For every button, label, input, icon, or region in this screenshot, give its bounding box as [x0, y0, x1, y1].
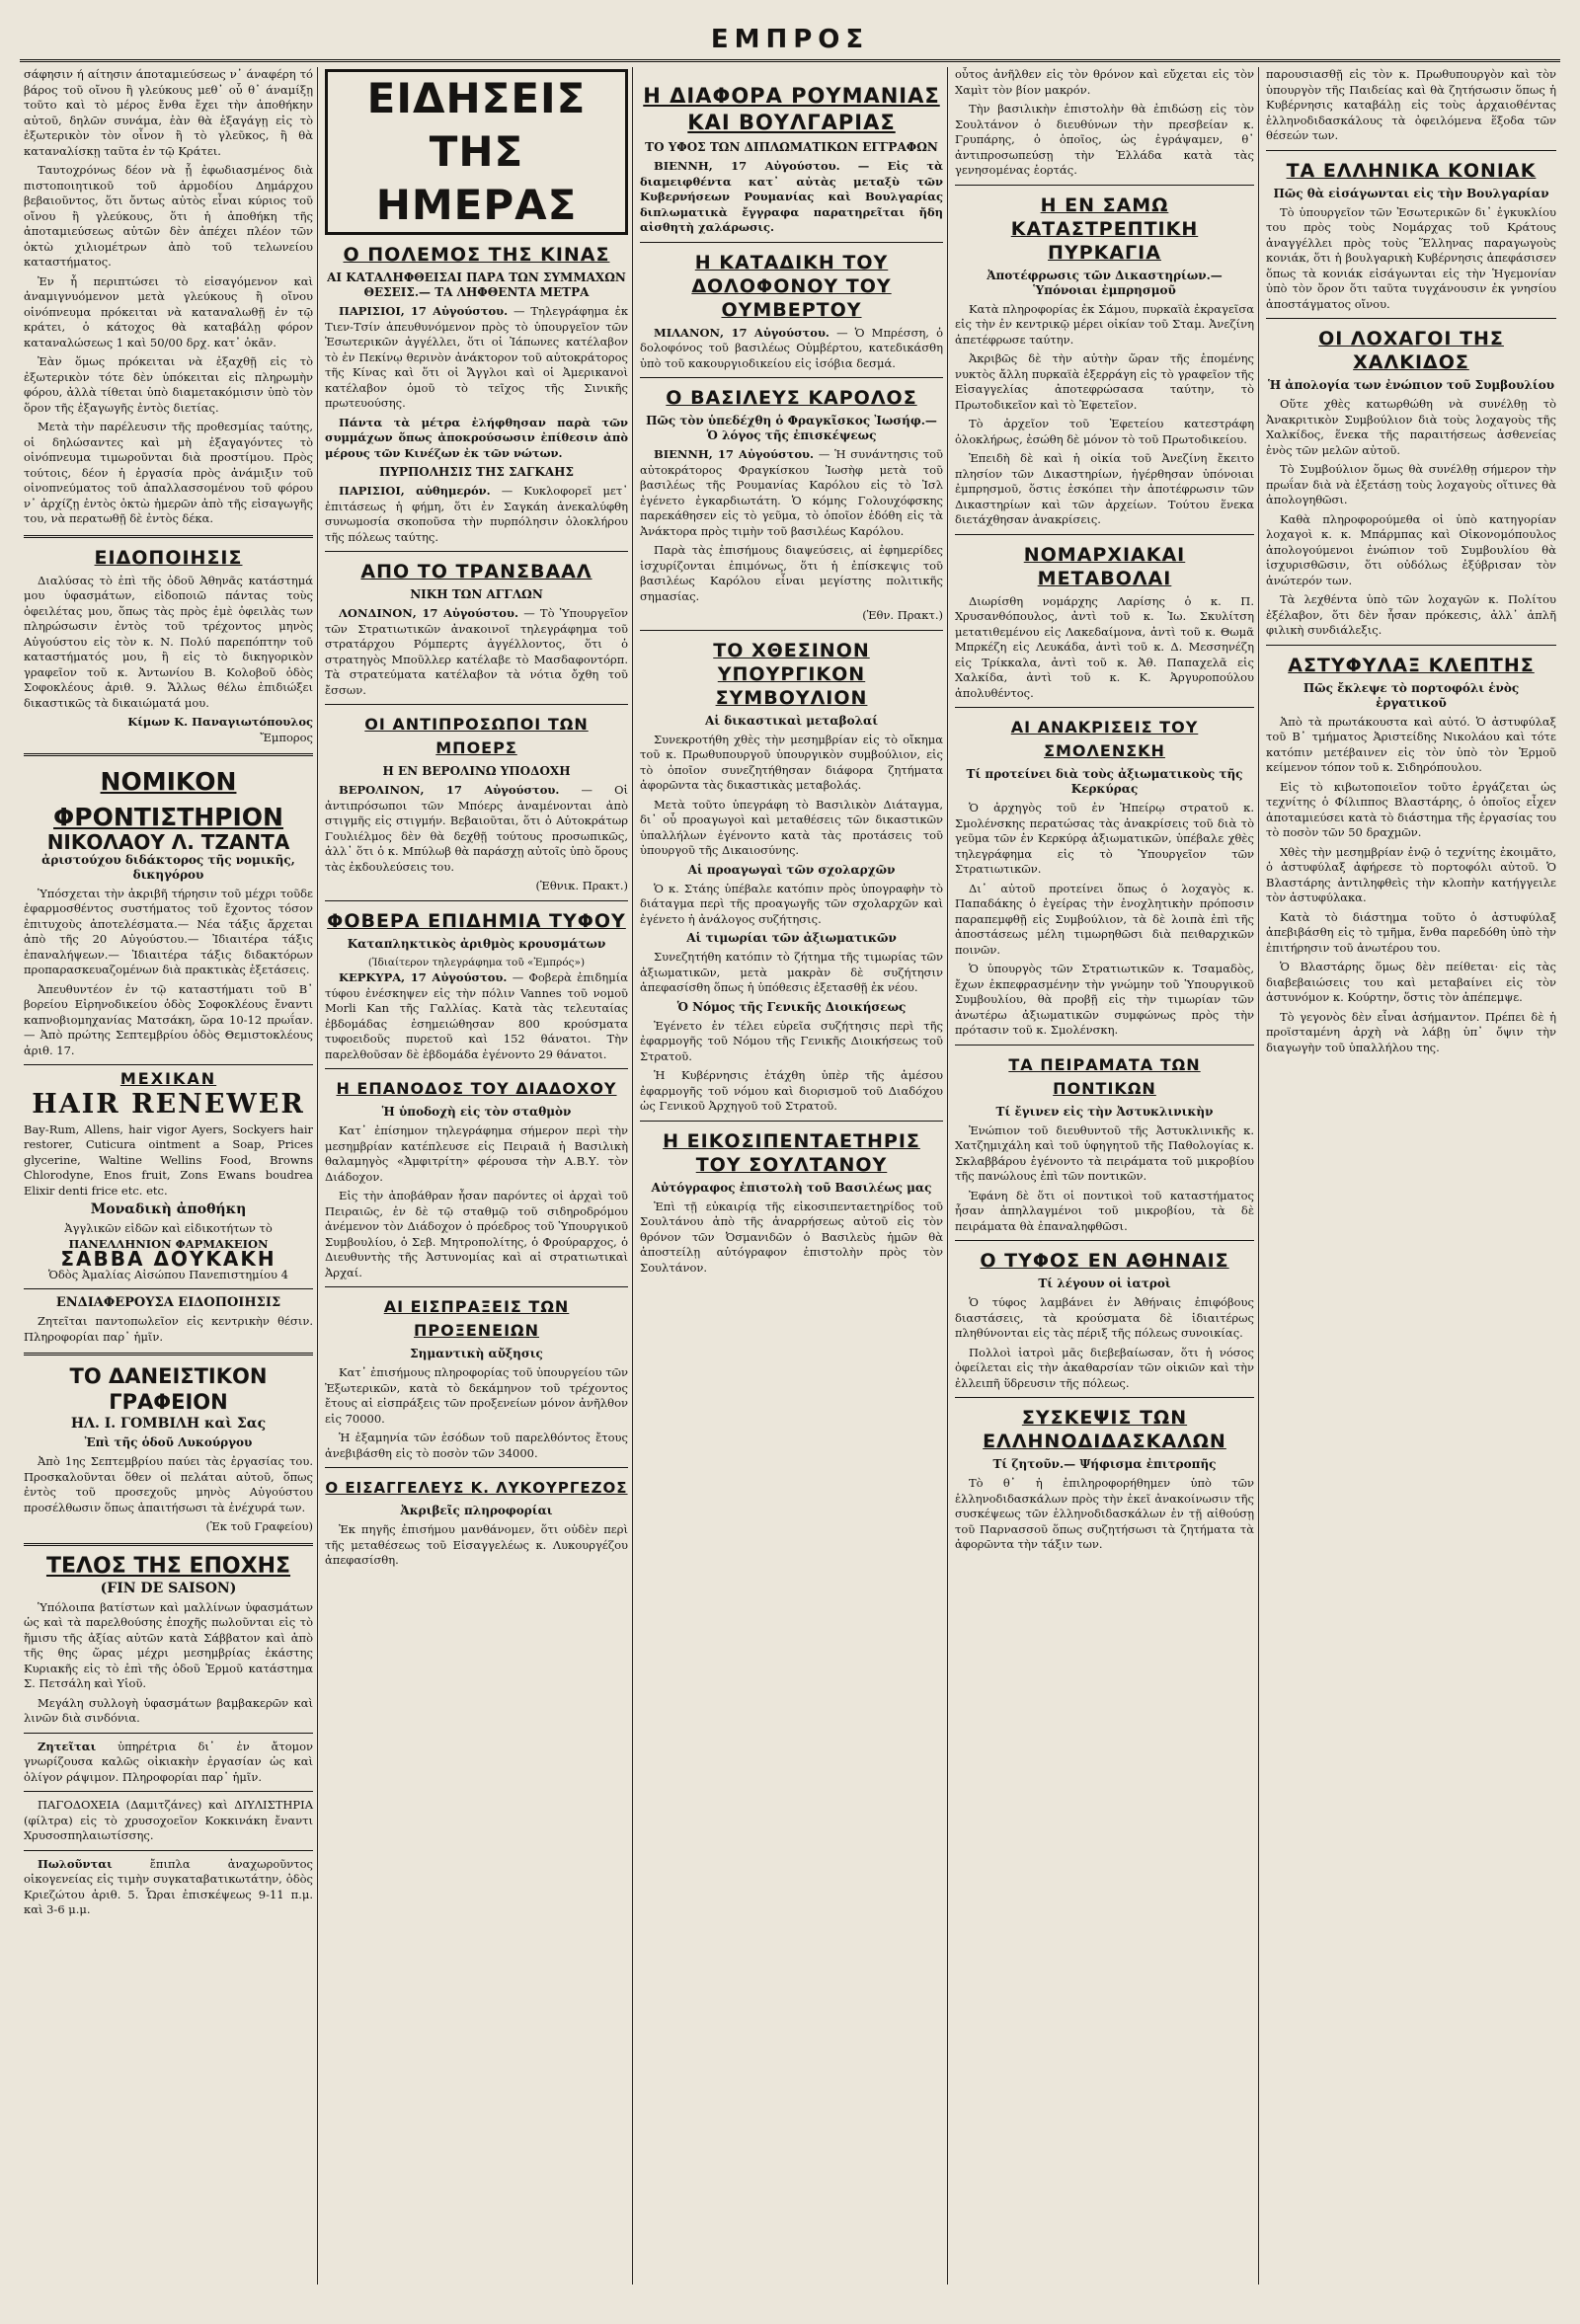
- article-text: Ἡ Κυβέρνησις ἐτάχθη ὑπὲρ τῆς ἀμέσου ἐφαρμογῆς τοῦ νόμου καὶ διορισμοῦ τοῦ Διαδόχου ὡς Γενικοῦ Ἀρχηγοῦ τοῦ Στρατοῦ.: [640, 1068, 943, 1113]
- ad-important-title: ΕΝΔΙΑΦΕΡΟΥΣΑ ΕΙΔΟΠΟΙΗΣΙΣ: [55, 1295, 281, 1310]
- ad-coolers: ΠΑΓΟΔΟΧΕΙΑ (Δαμιτζάνες) καὶ ΔΙΥΛΙΣΤΗΡΙΑ (φίλτρα) εἰς τὸ χρυσοχοεῖον Κοκκινάκη ἔναντι Χρυσοσπηλαιωτίσσης.: [24, 1798, 313, 1842]
- article-text: Ἡ ἐξαμηνία τῶν ἐσόδων τοῦ παρελθόντος ἔτους ἀνεβιβάσθη εἰς τὸ ποσὸν τῶν 34000.: [325, 1431, 628, 1460]
- headline-typhus-athens: Ο ΤΥΦΟΣ ΕΝ ΑΘΗΝΑΙΣ: [980, 1250, 1229, 1272]
- article-text: Χθὲς τὴν μεσημβρίαν ἐνῷ ὁ τεχνίτης ἐκοιμᾶτο, ὁ ἀστυφύλαξ ἀφήρεσε τὸ πορτοφόλι αὐτοῦ. Ὁ Βλαστάρης ἀντιληφθεὶς τὴν κλοπὴν κατήγγειλε τὸν ἀστυφύλακα.: [1266, 844, 1556, 904]
- article-text: Ἐπὶ τῇ εὐκαιρίᾳ τῆς εἰκοσιπενταετηρίδος τοῦ Σουλτάνου ἀπὸ τῆς ἀναρρήσεως αὐτοῦ εἰς τὸν θρόνον τῶν Ὀσμανιδῶν ὁ Βασιλεὺς ἡμῶν θὰ ἀποστείλῃ αὐτόγραφον ἐπιστολὴν πρὸς τὸν Σουλτάνον.: [640, 1199, 943, 1275]
- article-text: — Ἡ συνάντησις τοῦ αὐτοκράτορος Φραγκίσκου Ἰωσὴφ μετὰ τοῦ βασιλέως τῆς Ρουμανίας Καρόλου εἰς τὸ Ἰσλ ἐγένετο ἐγκαρδιωτάτη. Ὁ κόμης Γολουχόφσκης παρεκάθησεν εἰς τὸ γεῦμα, τὸ ὁποῖον ἐδόθη εἰς τὰ Ἀνάκτορα πρὸς τιμὴν τοῦ βασιλέως Καρόλου.: [640, 447, 943, 538]
- article-text: Τὸ ὑπουργεῖον τῶν Ἐσωτερικῶν δι᾽ ἐγκυκλίου του πρὸς τοὺς Νομάρχας τοῦ Κράτους ἀναγγέλλει πρὸς τοὺς Ἕλληνας παραγωγοὺς κονιάκ, ὅτι ἡ βουλγαρικὴ Κυβέρνησις ἀπεφάσισεν ὅπως τὰ κονιάκ εἰσάγωνται εἰς τὴν Ἡγεμονίαν ὑπὸ τὸν ὅρον ὅτι ταῦτα τυγχάνουσιν ἐκ γνησίου ἀποστάγματος οἴνου.: [1266, 204, 1556, 311]
- subhead-thief: Πῶς ἔκλεψε τὸ πορτοφόλι ἑνὸς ἐργατικοῦ: [1303, 680, 1520, 710]
- dateline: ΛΟΝΔΙΝΟΝ, 17 Αὐγούστου.: [339, 606, 518, 620]
- subhead-council: Αἱ δικαστικαὶ μεταβολαί: [704, 713, 879, 728]
- headline-smolenski: ΑΙ ΑΝΑΚΡΙΣΕΙΣ ΤΟΥ ΣΜΟΛΕΝΣΚΗ: [1010, 718, 1199, 760]
- ad-wanted-title: Ζητεῖται: [38, 1739, 97, 1753]
- ad-sale-title: Πωλοῦνται: [38, 1856, 113, 1871]
- subhead-law: Ὁ Νόμος τῆς Γενικῆς Διοικήσεως: [676, 999, 907, 1014]
- source-note: (Ἐθνικ. Πρακτ.): [535, 879, 628, 892]
- article-text: — Τὸ Ὑπουργεῖον τῶν Στρατιωτικῶν ἀνακοινοῖ τηλεγράφημα τοῦ στρατάρχου Ρόμπερτς ἀγγέλλοντος, ὅτι ὁ στρατηγὸς Μποῦλλερ κατέλαβε τὸ Μασδαφοντόρπ. Τὰ στρατεύματα κατέλαβον τὰ νότια ὄχθη τοῦ ἔσσων.: [325, 606, 629, 697]
- ad-hair-label: MEXIKAN: [119, 1069, 217, 1088]
- article-text: Συνεκροτήθη χθὲς τὴν μεσημβρίαν εἰς τὸ οἴκημα τοῦ κ. Πρωθυπουργοῦ ὑπουργικὸν συμβούλιον, εἰς τὸ ὁποῖον συνεζητήθησαν διάφορα ζητήματα ἀφορῶντα τὰς δικαστικὰς μεταβολάς.: [640, 732, 943, 792]
- ad-frontistirion-addr: Ἀπευθυντέον ἐν τῷ καταστήματι τοῦ Β᾽ βορείου Εἰρηνοδικείου ὁδὸς Σοφοκλέους ἔναντι καπνοβιομηχανίας Ματσάκη, ὥρα 10-12 πρωΐαν.— Ἀπὸ πρώτης Σεπτεμβρίου ὁδὸς Θεμιστοκλέους ἀριθ. 17.: [24, 981, 313, 1057]
- notice-title: ΕΙΔΟΠΟΙΗΣΙΣ: [94, 546, 243, 569]
- ad-loan-text: Ἀπὸ 1ης Σεπτεμβρίου παύει τὰς ἐργασίας του. Προσκαλοῦνται ὅθεν οἱ πελάται αὐτοῦ, ὅπως ἐντὸς τοῦ προσεχοῦς μηνὸς Αὐγούστου προσέλθωσιν ὅπως ἀπαιτήσωσι τὰ ἐνέχυρά των.: [24, 1454, 313, 1514]
- headline-prince: Η ΕΠΑΝΟΔΟΣ ΤΟΥ ΔΙΑΔΟΧΟΥ: [336, 1079, 617, 1098]
- ad-hair-owner: ΣΑΒΒΑ ΔΟΥΚΑΚΗ: [60, 1247, 276, 1271]
- dateline: ΒΙΕΝΝΗ, 17 Αὐγούστου.: [654, 159, 840, 173]
- article-text: Ἐν ἧ περιπτώσει τὸ εἰσαγόμενον καὶ ἀναμιγνυόμενον μετὰ γλεύκους ἢ οἴνου οἰνόπνευμα πρόκειται νὰ καταναλωθῇ ἐν τῷ κράτει, ὁ κάτοχος θὰ καταβάλῃ φόρον καταναλώσεως 1 καὶ 50/00 δρχ. κατ᾽ ὀκᾶν.: [24, 273, 313, 349]
- article-text: Κατὰ τὸ διάστημα τοῦτο ὁ ἀστυφύλαξ ἀπεβιβάσθη εἰς τὸ τμῆμα, ἔνθα παρεδόθη ὑπὸ τὴν ἐπιτήρησιν τοῦ ἀνωτέρου του.: [1266, 909, 1556, 955]
- subhead-prosecutor: Ἀκριβεῖς πληροφορίαι: [400, 1504, 553, 1517]
- article-text: Πολλοὶ ἰατροὶ μᾶς διεβεβαίωσαν, ὅτι ἡ νόσος ὀφείλεται εἰς τὴν ἀκαθαρσίαν τῶν οἰκιῶν καὶ τὴν ἐλλειπῆ ὕδρευσιν τῆς πόλεως.: [955, 1345, 1254, 1390]
- article-text: Παρὰ τὰς ἐπισήμους διαψεύσεις, αἱ ἐφημερίδες ἰσχυρίζονται ἐπιμόνως, ὅτι ἡ ἐπίσκεψις τοῦ βασιλέως Καρόλου εἶναι μεγίστης πολιτικῆς σημασίας.: [640, 543, 943, 603]
- column-4: [951, 67, 1259, 2285]
- subhead-teachers: Τί ζητοῦν.— Ψήφισμα ἐπιτροπῆς: [992, 1457, 1217, 1471]
- subhead-prince: Ἡ ὑποδοχὴ εἰς τὸν σταθμὸν: [381, 1105, 572, 1119]
- subhead-schools: Αἱ προαγωγαὶ τῶν σχολαρχῶν: [687, 862, 896, 877]
- headline-typhus: ΦΟΒΕΡΑ ΕΠΙΔΗΜΙΑ ΤΥΦΟΥ: [327, 909, 626, 932]
- article-king: [640, 447, 943, 539]
- article-trial: [640, 326, 943, 372]
- dateline: ΜΙΛΑΝΟΝ, 17 Αὐγούστου.: [654, 325, 830, 340]
- ad-season-text: Ὑπόλοιπα βατίστων καὶ μαλλίνων ὑφασμάτων ὡς καὶ τὰ παρελθούσης ἐποχῆς πωλοῦνται εἰς τὸ ἥμισυ τῆς ἀξίας αὐτῶν κατὰ Σάββατον καὶ ἀπὸ τῆς θης ὥρας μέχρι μεσημβρίας ἑκάστης Κυριακῆς εἰς τὸ ἐπὶ τῆς ὁδοῦ Ἑρμοῦ κατάστημα Σ. Πετσάλη καὶ Υἱοῦ.: [24, 1599, 313, 1690]
- article-text: Ἐγένετο ἐν τέλει εὐρεῖα συζήτησις περὶ τῆς ἐφαρμογῆς τοῦ Νόμου τῆς Γενικῆς Διοικήσεως τοῦ Στρατοῦ.: [640, 1018, 943, 1063]
- article-text: Καθὰ πληροφορούμεθα οἱ ὑπὸ κατηγορίαν λοχαγοὶ κ. κ. Μπάρμπας καὶ Οἰκονομόπουλος ἀπολογούμενοι ἐνώπιον τοῦ Συμβουλίου θὰ ἰσχυρισθῶσιν, ὅτι οὐδόλως ἐξύβρισαν τὸν ἀνώτερόν των.: [1266, 511, 1556, 587]
- article-text: Ἐκ πηγῆς ἐπισήμου μανθάνομεν, ὅτι οὐδὲν περὶ τῆς μεταθέσεως τοῦ Εἰσαγγελέως κ. Λυκουργέζου ἀπεφασίσθη.: [325, 1522, 628, 1567]
- article-text: Ὁ ἀρχηγὸς τοῦ ἐν Ἠπείρῳ στρατοῦ κ. Σμολένσκης περατώσας τὰς ἀνακρίσεις τοῦ διὰ τὸ γεῦμα τῶν ἐν Κερκύρᾳ ἀξιωματικῶν, ὑπέβαλε χθὲς τηλεγράφημα εἰς τὸ Ὑπουργεῖον τῶν Στρατιωτικῶν.: [955, 801, 1254, 876]
- headline-thief: ΑΣΤΥΦΥΛΑΞ ΚΛΕΠΤΗΣ: [1288, 654, 1535, 676]
- headline-consulates: ΑΙ ΕΙΣΠΡΑΞΕΙΣ ΤΩΝ ΠΡΟΞΕΝΕΙΩΝ: [383, 1297, 570, 1340]
- article-text: Ἀπὸ τὰ πρωτάκουστα καὶ αὐτό. Ὁ ἀστυφύλαξ τοῦ Β᾽ τμήματος Ἀριστείδης Νικολάου καὶ τότε κατόπιν μετέβαινεν εἰς τὸν ὑπὸ τὸν Ἑρμοῦ κείμενον τόπον τοῦ κ. Σιδηρόπουλου.: [1266, 714, 1556, 774]
- article-text: Εἰς τὸ κιβωτοποιεῖον τοῦτο ἐργάζεται ὡς τεχνίτης ὁ Φίλιππος Βλαστάρης, ὁ ὁποῖος εἶχεν ἀποταμιεύσει κατὰ τὸ διάστημα τῆς ἐργασίας του τὸ ποσὸν τῶν 50 δραχμῶν.: [1266, 779, 1556, 839]
- ad-frontistirion-name: ΝΙΚΟΛΑΟΥ Λ. ΤΖΑΝΤΑ: [46, 830, 290, 854]
- article-text: Πάντα τὰ μέτρα ἐλήφθησαν παρὰ τῶν συμμάχων ὅπως ἀποκρούσωσιν ἐπίθεσιν ἀπὸ μέρους τῶν Κινέζων ἐκ τῶν νώτων.: [325, 415, 628, 460]
- headline-transvaal: ΑΠΟ ΤΟ ΤΡΑΝΣΒΑΑΛ: [360, 561, 592, 582]
- headline-trial: Η ΚΑΤΑΔΙΚΗ ΤΟΥ ΔΟΛΟΦΟΝΟΥ ΤΟΥ ΟΥΜΒΕΡΤΟΥ: [691, 251, 892, 321]
- subhead-smolenski: Τί προτείνει διὰ τοὺς ἀξιωματικοὺς τῆς Κερκύρας: [966, 767, 1243, 796]
- ad-season-text2: Μεγάλη συλλογὴ ὑφασμάτων βαμβακερῶν καὶ λινῶν διὰ σινδόνια.: [24, 1695, 313, 1725]
- subhead-shanghai: ΠΥΡΠΟΛΗΣΙΣ ΤΗΣ ΣΑΓΚΑΗΣ: [379, 465, 574, 479]
- article-transvaal: [325, 606, 628, 698]
- subhead-samos: Ἀποτέφρωσις τῶν Δικαστηρίων.— Ὑπόνοιαι ἐμπρησμοῦ: [987, 268, 1223, 297]
- dateline: ΒΙΕΝΝΗ, 17 Αὐγούστου.: [654, 447, 815, 461]
- article-text: — Εἰς τὰ διαμειφθέντα κατ᾽ αὐτὰς μεταξὺ τῶν Κυβερνήσεων Ρουμανίας καὶ Βουλγαρίας διπλωματικὰ ἔγγραφα παρατηρεῖται ἤδη αἰσθητὴ χαλάρωσις.: [640, 159, 943, 234]
- article-text: Κατ᾽ ἐπίσημον τηλεγράφημα σήμερον περὶ τὴν μεσημβρίαν κατέπλευσε εἰς Πειραιᾶ ἡ Βασιλικὴ θαλαμηγὸς «Ἀμφιτρίτη» φέρουσα τὴν Α.Β.Υ. τὸν Διάδοχον.: [325, 1123, 628, 1184]
- dateline: ΚΕΡΚΥΡΑ, 17 Αὐγούστου.: [339, 970, 508, 984]
- ad-important-text: Ζητεῖται παντοπωλεῖον εἰς κεντρικὴν θέσιν. Πληροφορίαι παρ᾽ ἡμῖν.: [24, 1314, 313, 1344]
- article-romania: [640, 159, 943, 236]
- ad-loan-name: ΗΛ. Ι. ΓΟΜΒΙΛΗ καὶ Σας: [70, 1416, 267, 1432]
- article-text: Ταυτοχρόνως δέον νὰ ᾖ ἐφωδιασμένος διὰ πιστοποιητικοῦ τοῦ ἁρμοδίου Δημάρχου βεβαιοῦντος, ὅτι ὄντως αὐτὸς εἶναι κύριος τοῦ οἴνου ἢ γλεύκους, ὅτι ἡ ἀποθήκη τῆς ἀποταμιεύσεως αὐτῶν δὲν ἀπέχει πλέον τῶν ὀκτὼ χιλιομέτρων ἀπὸ τοῦ τελωνείου καταστήματος.: [24, 163, 313, 269]
- ad-hair-text: Bay-Rum, Allens, hair vigor Ayers, Sockyers hair restorer, Cuticura ointment a Soap, Prices glycerine, Waltine Wellins Food, Browns Chlorodyne, Enos fruit, Zons Ewans boudrea Elixir denti frice etc. etc.: [24, 1122, 313, 1198]
- ad-frontistirion-title: ΝΟΜΙΚΟΝ ΦΡΟΝΤΙΣΤΗΡΙΟΝ: [53, 767, 283, 831]
- ad-loan-signature: (Ἐκ τοῦ Γραφείου): [205, 1519, 313, 1533]
- columns: [20, 67, 1560, 2285]
- article-text: — Ὁ Μπρέσση, ὁ δολοφόνος τοῦ βασιλέως Οὐμβέρτου, κατεδικάσθη ὑπὸ τοῦ κακουργιοδικείου εἰς ἰσόβια δεσμά.: [640, 325, 944, 370]
- newspaper-page: [20, 20, 1560, 2285]
- article-text: Τὸ γεγονὸς δὲν εἶναι ἀσήμαντον. Πρέπει δὲ ἡ προϊσταμένη ἀρχὴ νὰ λάβῃ ὑπ᾽ ὄψιν τὴν διαγωγὴν τοῦ ὑπαλλήλου της.: [1266, 1009, 1556, 1054]
- ad-frontistirion-sub: ἀριστούχου διδάκτορος τῆς νομικῆς, δικηγόρου: [41, 852, 295, 882]
- subhead-typhus: Καταπληκτικὸς ἀριθμὸς κρουσμάτων: [347, 936, 606, 951]
- column-2: [321, 67, 633, 2285]
- article-typhus: [325, 970, 628, 1062]
- headline-king: Ο ΒΑΣΙΛΕΥΣ ΚΑΡΟΛΟΣ: [666, 387, 917, 409]
- subhead-mice: Τί ἔγινεν εἰς τὴν Ἀστυκλινικὴν: [995, 1104, 1214, 1119]
- article-china-war: [325, 304, 628, 412]
- ad-hair-address: Ὁδὸς Ἀμαλίας Αἰσώπου Πανεπιστημίου 4: [48, 1267, 288, 1281]
- headline-chalkis: ΟΙ ΛΟΧΑΓΟΙ ΤΗΣ ΧΑΛΚΙΔΟΣ: [1318, 328, 1504, 373]
- article-shanghai: [325, 484, 628, 545]
- article-text: — Κυκλοφορεῖ μετ᾽ ἐπιτάσεως ἡ φήμη, ὅτι ἐν Σαγκάη ἀνεκαλύφθη συνωμοσία σκοποῦσα τὴν πυρπόλησιν ὁλοκλήρου τῆς πόλεως ταύτης.: [325, 484, 628, 544]
- article-text: Ὁ ὑπουργὸς τῶν Στρατιωτικῶν κ. Τσαμαδὸς, ἔχων ἐκπεφρασμένην τὴν γνώμην τοῦ Ὑπουργικοῦ Συμβουλίου, θὰ προβῇ εἰς τὴν τιμωρίαν τῶν ἀνωτέρω ἀξιωματικῶν συμφώνως πρὸς τὴν πρότασιν τοῦ κ. Σμολένσκη.: [955, 962, 1254, 1037]
- subhead-transvaal: ΝΙΚΗ ΤΩΝ ΑΓΓΛΩΝ: [410, 587, 543, 601]
- article-text: — Οἱ ἀντιπρόσωποι τῶν Μπόερς ἀναμένονται ἀπὸ στιγμῆς εἰς στιγμήν. Βεβαιοῦται, ὅτι ὁ Αὐτοκράτωρ Γουλιέλμος δὲν θὰ δεχθῇ τούτους προσωπικῶς, ἀλλ᾽ ὅτι ὁ κ. Μπύλωβ θὰ παράσχῃ αὐτοῖς ὑπὸ ὅρους τὰς ἐκδουλεύσεις του.: [325, 783, 629, 874]
- ad-hair-pharmacy: ΠΑΝΕΛΛΗΝΙΟΝ ΦΑΡΜΑΚΕΙΟΝ: [68, 1236, 269, 1251]
- ad-sale-text: ἔπιπλα ἀναχωροῦντος οἰκογενείας εἰς τιμὴν συγκαταβατικωτάτην, ὁδὸς Κριεζώτου ἀριθ. 5. Ὧραι ἐπισκέψεως 9-11 π.μ. καὶ 3-6 μ.μ.: [24, 1856, 313, 1916]
- article-text: Κατὰ πληροφορίας ἐκ Σάμου, πυρκαϊὰ ἐκραγεῖσα εἰς τὴν ἐν κεντρικῷ μέρει οἰκίαν τοῦ Σταμ. Ἀνεζίνη ἀπετέφρωσε ταύτην.: [955, 301, 1254, 347]
- article-text: Δι᾽ αὐτοῦ προτείνει ὅπως ὁ λοχαγὸς κ. Παπαδάκης ὁ ἐγείρας τὴν ἐνοχλητικὴν πρόποσιν παραπεμφθῇ εἰς Συμβούλιον, τὰ δὲ λοιπὰ ἐπὶ τῆς ἀποστάσεως μέλη τιμωρηθῶσι διὰ πειθαρχικῶν ποινῶν.: [955, 881, 1254, 957]
- article-text: Ἐὰν ὅμως πρόκειται νὰ ἐξαχθῇ εἰς τὸ ἐξωτερικὸν τότε δὲν ὑπόκειται εἰς πληρωμὴν φόρου, ἀλλὰ τίθεται ὑπὸ διαμετακόμισιν ὑπὸ τὸν ὅρον τῆς ἐξαγωγῆς ἐντὸς διετίας.: [24, 354, 313, 415]
- subhead-china-war: ΑΙ ΚΑΤΑΛΗΦΘΕΙΣΑΙ ΠΑΡΑ ΤΩΝ ΣΥΜΜΑΧΩΝ ΘΕΣΕΙΣ.— ΤΑ ΛΗΦΘΕΝΤΑ ΜΕΤΡΑ: [327, 271, 626, 299]
- article-text: παρουσιασθῇ εἰς τὸν κ. Πρωθυπουργὸν καὶ τὸν ὑπουργὸν τῆς Παιδείας καὶ θὰ ζητήσωσιν ὅπως ἡ Κυβέρνησις καταβάλῃ εἰς τοὺς ἀρχαιοθέντας ἑλληνοδιδασκάλους τὰ ὀφειλόμενα ἕξοδα τῶν θέσεών των.: [1266, 67, 1556, 142]
- article-boers: [325, 783, 628, 875]
- ad-hair-store2: Ἀγγλικῶν εἰδῶν καὶ εἰδικοτήτων τὸ: [64, 1221, 273, 1235]
- ad-loan-title: ΤΟ ΔΑΝΕΙΣΤΙΚΟΝ ΓΡΑΦΕΙΟΝ: [69, 1364, 268, 1414]
- subhead-chalkis: Ἡ ἀπολογία των ἐνώπιον τοῦ Συμβουλίου: [1267, 378, 1555, 392]
- dateline: ΒΕΡΟΛΙΝΟΝ, 17 Αὐγούστου.: [339, 783, 560, 797]
- headline-council: ΤΟ ΧΘΕΣΙΝΟΝ ΥΠΟΥΡΓΙΚΟΝ ΣΥΜΒΟΥΛΙΟΝ: [713, 639, 870, 709]
- headline-teachers: ΣΥΣΚΕΨΙΣ ΤΩΝ ΕΛΛΗΝΟΔΙΔΑΣΚΑΛΩΝ: [983, 1407, 1226, 1452]
- news-banner: ΕΙΔΗΣΕΙΣ ΤΗΣ ΗΜΕΡΑΣ: [325, 69, 628, 235]
- article-text: Εἰς τὴν ἀποβάθραν ἦσαν παρόντες οἱ ἀρχαὶ τοῦ Πειραιῶς, ἐν δὲ τῷ σταθμῷ τοῦ σιδηροδρόμου ἀνέμενον τὸν Διάδοχον ὁ πρόεδρος τοῦ Ὑπουργικοῦ Συμβουλίου, ὁ Σεβ. Μητροπολίτης, ὁ Φρούραρχος, ὁ Διευθυντὴς τῆς Ἀστυνομίας καὶ αἱ στρατιωτικαὶ Ἀρχαί.: [325, 1189, 628, 1279]
- article-text: Οὕτε χθὲς κατωρθώθη νὰ συνέλθῃ τὸ Ἀνακριτικὸν Συμβούλιον διὰ τοὺς λοχαγοὺς τῆς Χαλκίδος, ἕνεκα τῆς παραιτήσεως ἀσθενείας ἑνὸς τῶν μελῶν αὐτοῦ.: [1266, 397, 1556, 457]
- subhead-officers: Αἱ τιμωρίαι τῶν ἀξιωματικῶν: [686, 931, 897, 945]
- subhead-king: Πῶς τὸν ὑπεδέχθη ὁ Φραγκῖσκος Ἰωσήφ.— Ὁ λόγος τῆς ἐπισκέψεως: [646, 414, 937, 442]
- article-text: Τὴν βασιλικὴν ἐπιστολὴν θὰ ἐπιδώσῃ εἰς τὸν Σουλτάνον ὁ διευθύνων τὴν πρεσβείαν κ. Γρυπάρης, ὁ ὁποῖος, ὡς ἐγράψαμεν, θ᾽ ἀντιπροσωπεύσῃ τὴν Ἑλλάδα κατὰ τὰς γενησομένας ἑορτάς.: [955, 102, 1254, 177]
- ad-wanted: [24, 1740, 313, 1786]
- article-text: οὗτος ἀνῆλθεν εἰς τὸν θρόνον καὶ εὔχεται εἰς τὸν Χαμὶτ τὸν βίον μακρόν.: [955, 67, 1254, 97]
- headline-china-war: Ο ΠΟΛΕΜΟΣ ΤΗΣ ΚΙΝΑΣ: [343, 244, 610, 266]
- subhead-romania: ΤΟ ΥΦΟΣ ΤΩΝ ΔΙΠΛΩΜΑΤΙΚΩΝ ΕΓΓΡΑΦΩΝ: [645, 140, 938, 154]
- ad-wanted-text: ὑπηρέτρια δι᾽ ἐν ἄτομον γνωρίζουσα καλῶς οἰκιακὴν ἐργασίαν ὡς καὶ ὀλίγον ράψιμον. Πληροφορίαι παρ᾽ ἡμῖν.: [24, 1739, 314, 1784]
- ad-hair-store: Μοναδικὴ ἀποθήκη: [90, 1201, 247, 1217]
- article-text: Τὸ Συμβούλιον ὅμως θὰ συνέλθῃ σήμερον τὴν πρωΐαν διὰ νὰ ἐξετάσῃ τοὺς λοχαγοὺς οἵτινες θὰ ἀπολογηθῶσι.: [1266, 462, 1556, 506]
- headline-mice: ΤΑ ΠΕΙΡΑΜΑΤΑ ΤΩΝ ΠΟΝΤΙΚΩΝ: [1008, 1054, 1201, 1098]
- notice-signature: Κίμων Κ. Παναγιωτόπουλος: [127, 715, 313, 729]
- article-text: σάφησιν ή αίτησιν άποταμιεύσεως ν᾽ άναφέρη τό βάρος τοῦ οἴνου ἢ γλεύκους μεθ᾽ οὗ θ᾽ άναμίξῃ τοῦτο καὶ τὸ μέρος ἔνθα ἔχει τὴν ἀποθήκην αὐτοῦ, δηλῶν συνάμα, ἐὰν θὰ ἐξαγάγῃ εἰς τὸ ἐξωτερικὸν τὸν οἶνον ἢ τὸ γλεῦκος, ἢ θὰ καταναλίσκῃ ταῦτα ἐν τῷ Κράτει.: [24, 67, 313, 158]
- headline-prefects: ΝΟΜΑΡΧΙΑΚΑΙ ΜΕΤΑΒΟΛΑΙ: [1023, 543, 1186, 589]
- notice-role: Ἔμπορος: [260, 730, 313, 744]
- ad-sale: [24, 1857, 313, 1918]
- headline-samos: Η ΕΝ ΣΑΜΩ ΚΑΤΑΣΤΡΕΠΤΙΚΗ ΠΥΡΚΑΓΙΑ: [1010, 194, 1199, 264]
- typhus-note: (Ἰδιαίτερον τηλεγράφημα τοῦ «Ἐμπρός»): [367, 956, 586, 968]
- article-text: Τὸ θ᾽ ἡ ἐπιληροφορήθημεν ὑπὸ τῶν ἑλληνοδιδασκάλων πρὸς τὴν ἐκεῖ ἀνακοίνωσιν τῆς συσκέψεως τῶν ἑλληνοδιδασκάλων ἐν τῇ αἰθούσῃ τοῦ Παρνασσοῦ ὅπως συζητήσωσι τὰ ζητήματα τὰ ἀφορῶντα τὴν τάξιν των.: [955, 1476, 1254, 1551]
- article-text: — Φοβερὰ ἐπιδημία τύφου ἐνέσκηψεν εἰς τὴν πόλιν Vannes τοῦ νομοῦ Morli Kan τῆς Γαλλίας. Κατὰ τὰς τελευταίας ἑβδομάδας ἐσημειώθησαν 800 κρούσματα τυφοειδοῦς πυρετοῦ καὶ 152 θάνατοι. Τὴν παρελθοῦσαν δὲ ἑβδομάδα ἐγένοντο 29 θάνατοι.: [325, 970, 628, 1061]
- article-text: Μετὰ τὴν παρέλευσιν τῆς προθεσμίας ταύτης, οἱ δηλώσαντες καὶ μὴ ἐξαγαγόντες τὸ οἰνόπνευμα τιμωροῦνται διὰ προστίμου. Πρὸς τούτοις, δέον ἡ ἐργασία πρὸς ἀνάμιξιν τοῦ οἰνοπνεύματος τοῦ ἀπαλλασσομένου τοῦ φόρου ν᾽ ἀρχίζῃ ἐντὸς ὀκτὼ ἡμερῶν ἀπὸ τῆς εἰσαγωγῆς του, νὰ περατωθῇ δὲ ἐντὸς δέκα.: [24, 420, 313, 525]
- article-text: — Τηλεγράφημα ἐκ Τιεν-Τσίν ἀπευθυνόμενον πρὸς τὸ ὑπουργεῖον τῶν Ἐσωτερικῶν ἀγγέλλει, ὅτι οἱ Ἰάπωνες κατέλαβον τὸ ἐν Πεκίνῳ θερινὸν ἀνάκτορον τοῦ αὐτοκράτορος τῆς Κίνας καὶ ὅτι οἱ Ἄγγλοι καὶ οἱ Ἀμερικανοὶ κατέλαβον ὁμοῦ τὸ τεῖχος τῆς Σινικῆς πρωτευούσης.: [325, 304, 629, 410]
- article-text: Ἀκριβῶς δὲ τὴν αὐτὴν ὥραν τῆς ἐπομένης νυκτὸς ἄλλη πυρκαϊὰ ἐξερράγη εἰς τὸ γραφεῖον τῆς Εἰσαγγελίας ἀποτεφρώσασα ταύτην, τὸ Πρωτοδικεῖον καὶ τὸ Ἐφετεῖον.: [955, 351, 1254, 412]
- article-text: Ὁ κ. Στάης ὑπέβαλε κατόπιν πρὸς ὑπογραφὴν τὸ διάταγμα περὶ τῆς προαγωγῆς τῶν σχολαρχῶν καὶ ἐγένετο ἡ ἀνάλογος συζήτησις.: [640, 881, 943, 926]
- article-text: Μετὰ τοῦτο ὑπεγράφη τὸ Βασιλικὸν Διάταγμα, δι᾽ οὗ προαγωγοὶ καὶ μεταθέσεις τῶν δικαστικῶν ὑπαλλήλων ἐγένοντο κατὰ τὰς προτάσεις τοῦ ὑπουργοῦ τῆς Δικαιοσύνης.: [640, 797, 943, 857]
- headline-boers: ΟΙ ΑΝΤΙΠΡΟΣΩΠΟΙ ΤΩΝ ΜΠΟΕΡΣ: [364, 715, 589, 757]
- article-text: Τὸ ἀρχεῖον τοῦ Ἐφετείου κατεστράφη ὁλοκλήρως, ἐσώθη δὲ μόνον τὸ τοῦ Πρωτοδικείου.: [955, 417, 1254, 446]
- ad-frontistirion-text: Ὑπόσχεται τὴν ἀκριβῆ τήρησιν τοῦ μέχρι τοῦδε ἐφαρμοσθέντος συστήματος τοῦ ἔχοντος τόσον ἐπιτυχοὺς ἀποτελέσματα.— Νέα τάξις ἄρχεται ἀπὸ τῆς 20 Αὐγούστου.— Ἰδιαιτέρα τάξις ἐπαναλήψεων.— Ἰδιαιτέρα τάξις διδακτόρων προπαρασκευαζομένων διὰ πρακτικὰς ἐξετάσεις.: [24, 886, 313, 976]
- subhead-typhus-athens: Τί λέγουν οἱ ἰατροὶ: [1038, 1277, 1171, 1290]
- headline-prosecutor: Ο ΕΙΣΑΓΓΕΛΕΥΣ Κ. ΛΥΚΟΥΡΓΕΖΟΣ: [325, 1479, 628, 1497]
- subhead-consulates: Σημαντικὴ αὔξησις: [410, 1347, 543, 1360]
- masthead: ΕΜΠΡΟΣ: [20, 20, 1560, 62]
- article-text: Ἐφάνη δὲ ὅτι οἱ ποντικοὶ τοῦ καταστήματος ἦσαν ἀπηλλαγμένοι τοῦ μικροβίου, τὰ δὲ πειράματα θὰ ἐπαναληφθῶσι.: [955, 1188, 1254, 1233]
- article-text: Κατ᾽ ἐπισήμους πληροφορίας τοῦ ὑπουργείου τῶν Ἐξωτερικῶν, κατὰ τὸ δεκάμηνον τοῦ τρέχοντος ἔτους αἱ εἰσπράξεις τῶν προξενείων μόνον ἀνῆλθον εἰς 70000.: [325, 1365, 628, 1426]
- dateline: ΠΑΡΙΣΙΟΙ, 17 Αὐγούστου.: [339, 304, 509, 318]
- column-5: [1262, 67, 1560, 2285]
- dateline: ΠΑΡΙΣΙΟΙ, αὐθημερόν.: [339, 484, 491, 498]
- article-text: Ὁ Βλαστάρης ὅμως δὲν πείθεται· εἰς τὰς διαβεβαιώσεις του καὶ μεταβαίνει εἰς τὸν ἀστυνόμον κ. Κούρτην, ὅστις τὸν ἀπέπεμψε.: [1266, 960, 1556, 1004]
- ad-season-sub: (FIN DE SAISON): [100, 1580, 237, 1596]
- article-text: Τὰ λεχθέντα ὑπὸ τῶν λοχαγῶν κ. Πολίτου ἐξέλαβον, ὅτι δὲν ἦσαν πρόκεσις, ἀλλ᾽ ἁπλῆ φιλικὴ συνδιάλεξις.: [1266, 592, 1556, 637]
- article-text: Συνεζητήθη κατόπιν τὸ ζήτημα τῆς τιμωρίας τῶν ἀξιωματικῶν, μετὰ μακρὰν δὲ συζήτησιν ἀπεφασίσθη ὅπως ἡ ὑπόθεσις ἐξετασθῇ ἐκ νέου.: [640, 950, 943, 994]
- subhead-cognac: Πῶς θὰ εἰσάγωνται εἰς τὴν Βουλγαρίαν: [1273, 186, 1549, 200]
- source-note: (Ἐθν. Πρακτ.): [862, 608, 943, 622]
- ad-hair-title: HAIR RENEWER: [32, 1088, 305, 1120]
- ad-loan-address: Ἐπὶ τῆς ὁδοῦ Λυκούργου: [84, 1435, 253, 1449]
- headline-romania: Η ΔΙΑΦΟΡΑ ΡΟΥΜΑΝΙΑΣ ΚΑΙ ΒΟΥΛΓΑΡΙΑΣ: [643, 84, 940, 134]
- headline-cognac: ΤΑ ΕΛΛΗΝΙΚΑ ΚΟΝΙΑΚ: [1286, 159, 1537, 182]
- notice-text: Διαλύσας τὸ ἐπὶ τῆς ὁδοῦ Ἀθηνᾶς κατάστημά μου ὑφασμάτων, εἰδοποιῶ πάντας τοὺς ὀφειλέτας μου, ὅπως τὰς πρὸς ἐμὲ ὀφειλὰς των πληρώσωσιν ἐντὸς τοῦ τρέχοντος μηνὸς Αὐγούστου εἰς τὸν κ. Ν. Πολύ παρεπόπτην τοῦ καταστήματός μου, ἢ εἰς τὸ δικηγορικὸν γραφεῖον τοῦ κ. Ἀντωνίου Β. Κολοβοῦ ὁδὸς Σοφοκλέους ἀριθ. 9. Ἄλλως θέλω ἐπιδιώξει δικαστικῶς τὰ δικαιώματά μου.: [24, 573, 313, 710]
- column-3: [636, 67, 948, 2285]
- subhead-jubilee: Αὐτόγραφος ἐπιστολὴ τοῦ Βασιλέως μας: [651, 1180, 932, 1195]
- headline-jubilee: Η ΕΙΚΟΣΙΠΕΝΤΑΕΤΗΡΙΣ ΤΟΥ ΣΟΥΛΤΑΝΟΥ: [663, 1129, 920, 1176]
- column-1: [20, 67, 318, 2285]
- article-text: Ἐνώπιον τοῦ διευθυντοῦ τῆς Ἀστυκλινικῆς κ. Χατζημιχάλη καὶ τοῦ ὑφηγητοῦ τῆς Παθολογίας κ. Σκλαββάρου ἐγένοντο τὰ πειράματα τοῦ μικροβίου τῆς πανώλους ἐπὶ τῶν ποντικῶν.: [955, 1123, 1254, 1183]
- subhead-boers: Η ΕΝ ΒΕΡΟΛΙΝΩ ΥΠΟΔΟΧΗ: [382, 764, 571, 778]
- article-text: Διωρίσθη νομάρχης Λαρίσης ὁ κ. Π. Χρυσανθόπουλος, ἀντὶ τοῦ κ. Ἰω. Σκυλίτση μετατιθεμένου εἰς Λακεδαίμονα, ἀντὶ τοῦ κ. Θωμᾶ Μπρκέζη εἰς Λευκάδα, ἀντὶ τοῦ κ. Δ. Μεσσηνέζη εἰς Τρίκκαλα, ἀντὶ τοῦ κ. Ἀθ. Παπαχελᾶ εἰς Χαλκίδα, ἀντὶ τοῦ κ. Κ. Ἀργυροπούλου ἀπολυθέντος.: [955, 593, 1254, 700]
- article-text: Ἐπειδὴ δὲ καὶ ἡ οἰκία τοῦ Ἀνεζίνη ἔκειτο πλησίον τῶν Δικαστηρίων, ἠγέρθησαν ὑπόνοιαι ἐμπρησμοῦ, ὅστις ἐσκόπει τὴν ἀποτέφρωσιν τῶν Δικαστηρίων καὶ τῶν ἀρχείων. Τούτου ἕνεκα διετάχθησαν ἀνακρίσεις.: [955, 451, 1254, 526]
- article-text: Ὁ τύφος λαμβάνει ἐν Ἀθήναις ἐπιφόβους διαστάσεις, τὰ κρούσματα δὲ ἰδιαιτέρως πληθύνονται εἰς τὰς πέριξ τῆς πόλεως συνοικίας.: [955, 1295, 1254, 1340]
- ad-season-title: ΤΕΛΟΣ ΤΗΣ ΕΠΟΧΗΣ: [45, 1553, 291, 1579]
